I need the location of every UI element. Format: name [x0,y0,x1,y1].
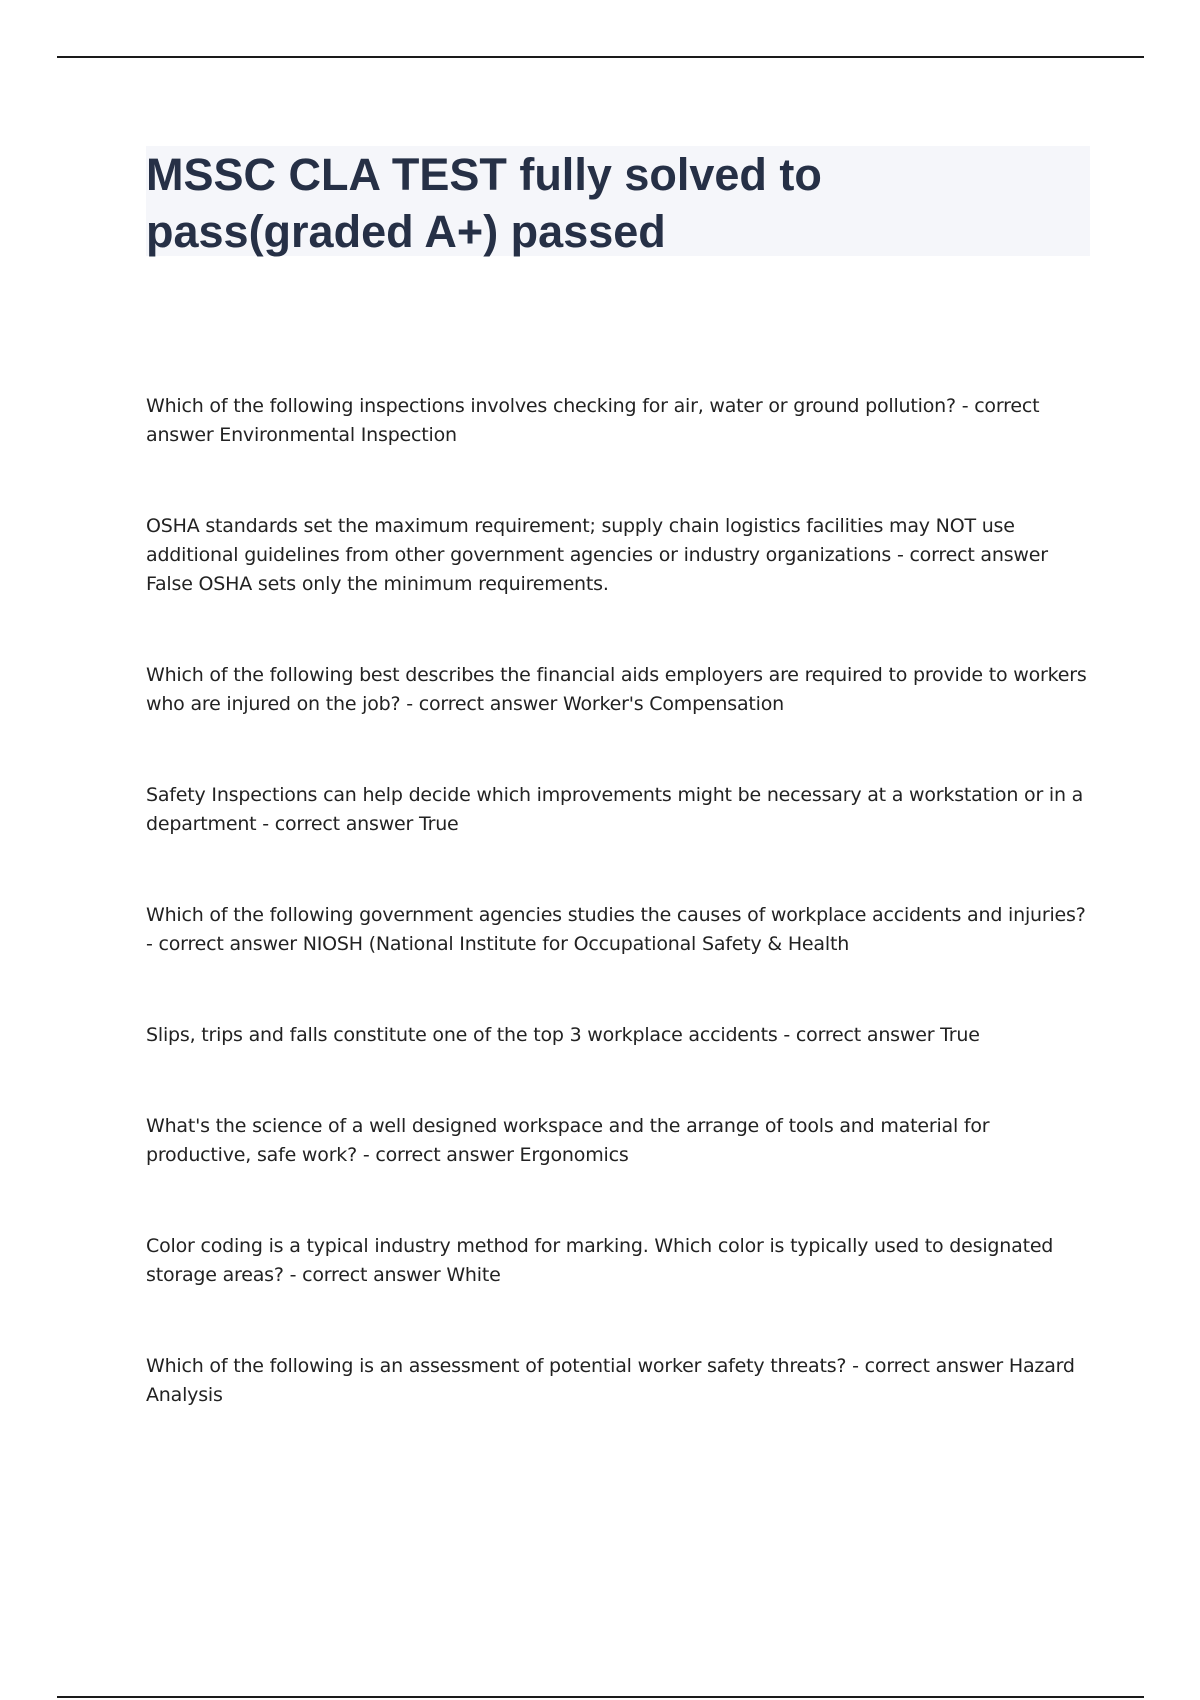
qa-item-4: Safety Inspections can help decide which improvements might be necessary at a workstation or in a department - correct answer True [146,784,1084,835]
question-answer-list [146,392,1090,1410]
qa-item-5: Which of the following government agencies studies the causes of workplace accidents and injuries? - correct answer NIOSH (National Institute for Occupational Safety & Health [146,904,1086,955]
qa-item-9: Which of the following is an assessment of potential worker safety threats? - correct answer Hazard Analysis [146,1355,1075,1406]
qa-item-8: Color coding is a typical industry method for marking. Which color is typically used to designated storage areas? - correct answer White [146,1235,1054,1286]
qa-item-6: Slips, trips and falls constitute one of the top 3 workplace accidents - correct answer True [146,1024,980,1046]
qa-item-7: What's the science of a well designed workspace and the arrange of tools and material for productive, safe work? - correct answer Ergonomics [146,1115,990,1166]
header-rule [57,56,1144,58]
title-banner [146,146,1090,256]
page-title: MSSC CLA TEST fully solved to pass(graded A+) passed [146,149,822,257]
qa-item-2: OSHA standards set the maximum requirement; supply chain logistics facilities may NOT use additional guidelines from other government agencies or industry organizations - correct answer False OSHA sets only the minimum requirements. [146,515,1048,595]
qa-item-3: Which of the following best describes the financial aids employers are required to provide to workers who are injured on the job? - correct answer Worker's Compensation [146,664,1087,715]
qa-item-1: Which of the following inspections involves checking for air, water or ground pollution? - correct answer Environmental Inspection [146,395,1040,446]
footer-rule [57,1696,1144,1698]
